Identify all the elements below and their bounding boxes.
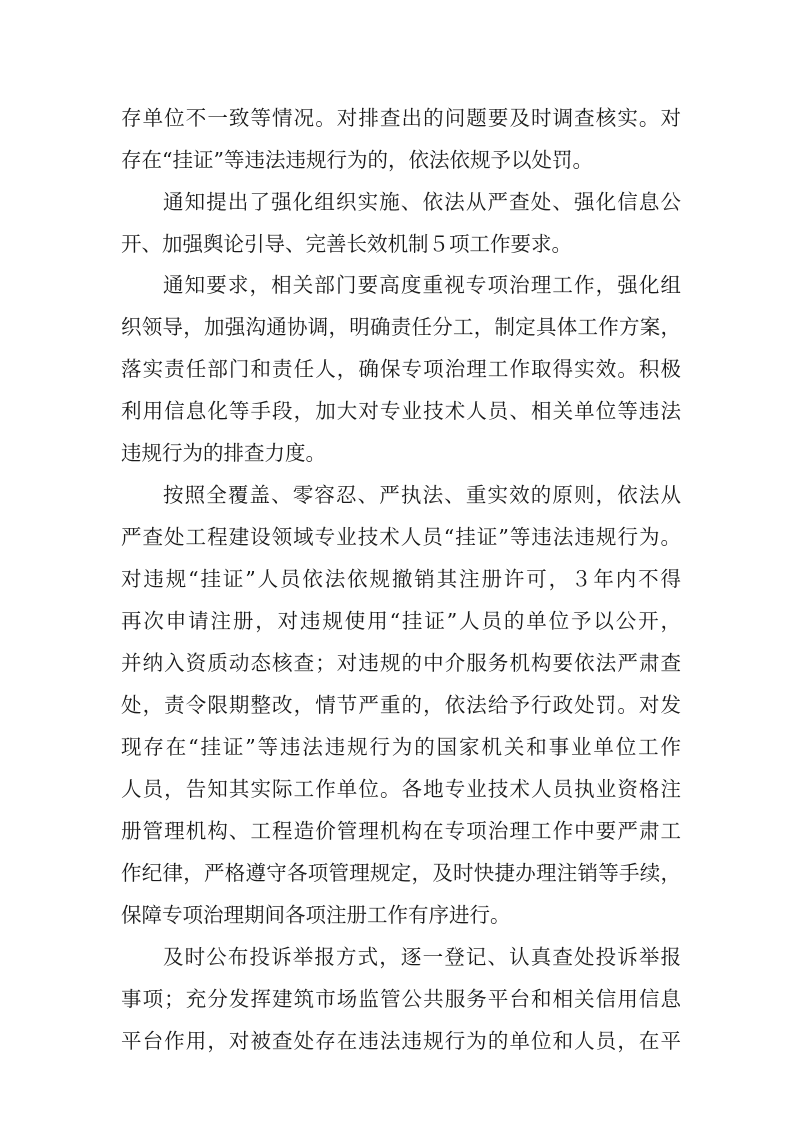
text-line: 按照全覆盖、零容忍、严执法、重实效的原则，依法从: [163, 483, 681, 507]
text-line: 现存在“挂证”等违法违规行为的国家机关和事业单位工作: [121, 735, 681, 759]
text-line: 织领导，加强沟通协调，明确责任分工，制定具体工作方案，: [121, 315, 681, 339]
text-line: 利用信息化等手段，加大对专业技术人员、相关单位等违法: [121, 399, 681, 423]
text-line: 人员，告知其实际工作单位。各地专业技术人员执业资格注: [121, 777, 681, 801]
text-line: 通知要求，相关部门要高度重视专项治理工作，强化组: [163, 273, 681, 297]
text-line: 及时公布投诉举报方式，逐一登记、认真查处投诉举报: [163, 945, 681, 969]
text-line: 保障专项治理期间各项注册工作有序进行。: [121, 903, 511, 927]
text-line: 开、加强舆论引导、完善长效机制５项工作要求。: [121, 232, 572, 256]
text-line: 存单位不一致等情况。对排查出的问题要及时调查核实。对: [121, 106, 681, 130]
text-line: 违规行为的排查力度。: [121, 441, 326, 465]
text-line: 并纳入资质动态核查；对违规的中介服务机构要依法严肃查: [121, 651, 681, 675]
text-line: 存在“挂证”等违法违规行为的，依法依规予以处罚。: [121, 148, 593, 172]
text-line: 作纪律，严格遵守各项管理规定，及时快捷办理注销等手续，: [121, 861, 681, 885]
text-line: 平台作用，对被查处存在违法违规行为的单位和人员，在平: [121, 1029, 681, 1053]
text-line: 通知提出了强化组织实施、依法从严查处、强化信息公: [163, 190, 681, 214]
text-line: 对违规“挂证”人员依法依规撤销其注册许可，３年内不得: [121, 567, 681, 591]
text-line: 事项；充分发挥建筑市场监管公共服务平台和相关信用信息: [121, 987, 681, 1011]
text-line: 处，责令限期整改，情节严重的，依法给予行政处罚。对发: [121, 693, 681, 717]
text-line: 落实责任部门和责任人，确保专项治理工作取得实效。积极: [121, 357, 681, 381]
text-line: 严查处工程建设领域专业技术人员“挂证”等违法违规行为。: [121, 525, 681, 549]
text-line: 再次申请注册，对违规使用“挂证”人员的单位予以公开，: [121, 609, 681, 633]
text-line: 册管理机构、工程造价管理机构在专项治理工作中要严肃工: [121, 819, 681, 843]
